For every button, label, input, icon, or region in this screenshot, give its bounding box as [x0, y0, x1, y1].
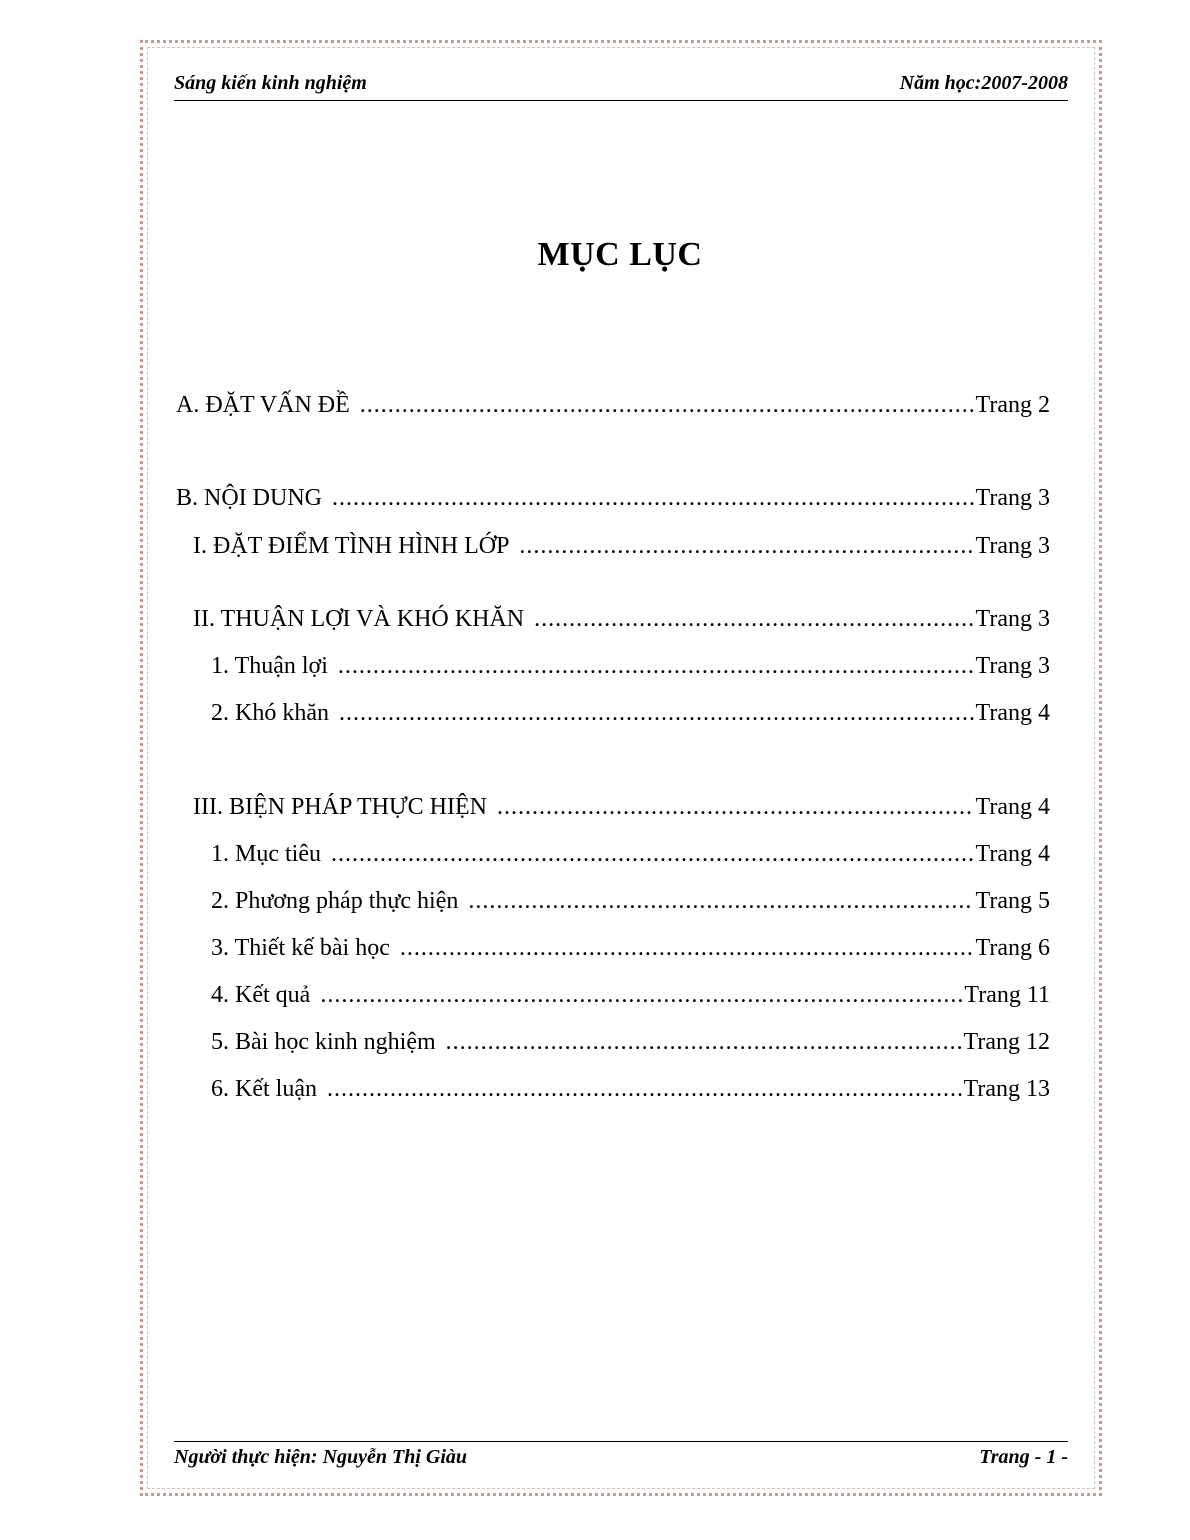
page-title: MỤC LỤC [537, 236, 703, 273]
toc-entry-label: II. THUẬN LỢI VÀ KHÓ KHĂN [193, 606, 525, 632]
footer-author: Người thực hiện: Nguyễn Thị Giàu [174, 1446, 468, 1468]
toc-entry-label: I. ĐẶT ĐIỂM TÌNH HÌNH LỚP [193, 533, 510, 559]
toc-entry-page: Trang 4 [975, 700, 1050, 726]
toc-entry-page: Trang 5 [975, 888, 1050, 914]
toc-entry-page: Trang 3 [975, 606, 1050, 632]
toc-entry-label: 2. Phương pháp thực hiện [211, 888, 459, 914]
toc-leader-dots [360, 392, 974, 419]
header-doc-type: Sáng kiến kinh nghiệm [174, 72, 367, 94]
toc-entry-label: B. NỘI DUNG [176, 485, 322, 511]
toc-entry-label: 6. Kết luận [211, 1076, 317, 1102]
toc-leader-dots [497, 794, 974, 821]
toc-entry-label: 1. Mục tiêu [211, 841, 321, 867]
toc-leader-dots [400, 935, 974, 962]
toc-entry-b-iii [193, 794, 1050, 828]
toc-entry-b-iii-2 [211, 888, 1050, 922]
footer-page-number: Trang - 1 - [979, 1446, 1068, 1468]
toc-entry-label: 4. Kết quả [211, 982, 311, 1008]
toc-entry-b-iii-5 [211, 1029, 1050, 1063]
toc-entry-page: Trang 13 [963, 1076, 1050, 1102]
toc-leader-dots [534, 606, 973, 633]
toc-entry-label: 2. Khó khăn [211, 700, 329, 726]
toc-leader-dots [446, 1029, 962, 1056]
toc-entry-b-iii-6 [211, 1076, 1050, 1110]
toc-leader-dots [338, 653, 974, 680]
toc-leader-dots [332, 485, 974, 512]
page-header [174, 70, 1068, 101]
toc-entry-page: Trang 6 [975, 935, 1050, 961]
toc-entry-a [176, 392, 1050, 426]
toc-entry-page: Trang 3 [975, 653, 1050, 679]
toc-entry-b-iii-3 [211, 935, 1050, 969]
toc-entry-page: Trang 3 [975, 533, 1050, 559]
toc-entry-label: 1. Thuận lợi [211, 653, 328, 679]
toc-entry-label: III. BIỆN PHÁP THỰC HIỆN [193, 794, 487, 820]
toc-leader-dots [331, 841, 974, 868]
toc-entry-page: Trang 4 [975, 841, 1050, 867]
toc-entry-label: A. ĐẶT VẤN ĐỀ [176, 392, 350, 418]
header-school-year: Năm học:2007-2008 [899, 72, 1068, 94]
toc-entry-b-i [193, 533, 1050, 567]
toc-entry-label: 3. Thiết kế bài học [211, 935, 390, 961]
toc-leader-dots [519, 533, 973, 560]
toc-leader-dots [468, 888, 973, 915]
toc-leader-dots [339, 700, 974, 727]
toc-leader-dots [320, 982, 962, 1009]
toc-entry-page: Trang 4 [975, 794, 1050, 820]
toc-entry-page: Trang 12 [963, 1029, 1050, 1055]
toc-entry-b-iii-1 [211, 841, 1050, 875]
toc-entry-b-ii [193, 606, 1050, 640]
page-footer [174, 1441, 1068, 1476]
toc-entry-b-iii-4 [211, 982, 1050, 1016]
toc-entry-b-ii-2 [211, 700, 1050, 734]
toc-entry-label: 5. Bài học kinh nghiệm [211, 1029, 436, 1055]
toc-entry-page: Trang 11 [964, 982, 1050, 1008]
toc-entry-b [176, 485, 1050, 519]
toc-entry-page: Trang 3 [975, 485, 1050, 511]
toc-entry-page: Trang 2 [975, 392, 1050, 418]
toc-entry-b-ii-1 [211, 653, 1050, 687]
toc-leader-dots [327, 1076, 962, 1103]
